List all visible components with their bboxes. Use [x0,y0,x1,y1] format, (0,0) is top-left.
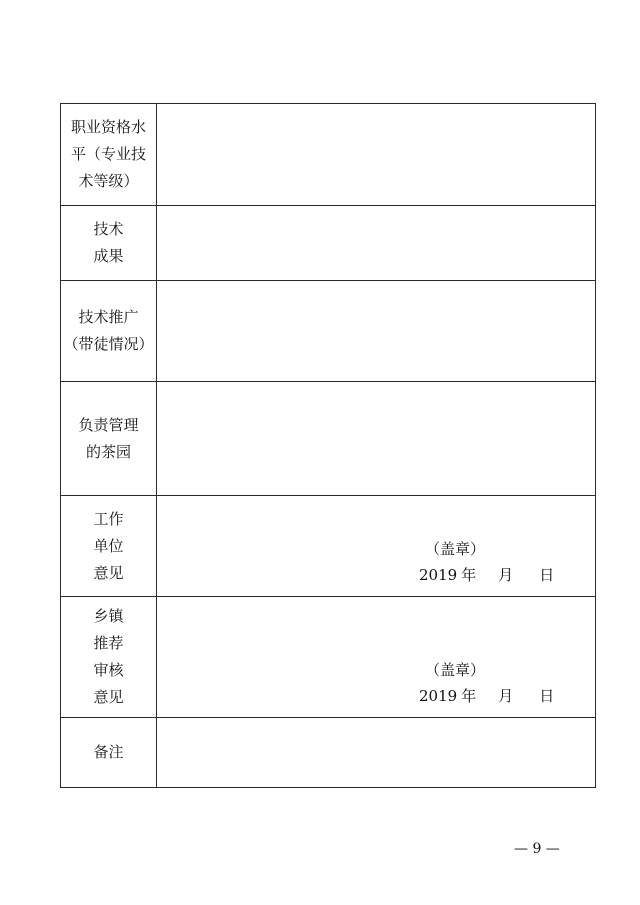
township-opinion-label [61,597,157,718]
label-line: 意见 [93,688,124,706]
label-line: 工作 [93,509,124,528]
label-line: 审核 [93,661,124,679]
date-month-unit: 月 [498,566,514,584]
date-line [419,683,554,709]
date-day-unit: 日 [539,687,555,705]
row-achievements [61,206,596,281]
label-line: 职业资格水 [70,118,146,136]
label-line: 成果 [93,247,124,265]
date-year: 2019 [419,687,458,705]
row-tea-garden [61,382,596,496]
achievements-field[interactable] [157,206,596,281]
remarks-label [61,718,157,788]
label-line: 单位 [93,536,124,555]
row-remarks [61,718,596,788]
promotion-label [61,281,157,382]
tea-garden-label [61,382,157,496]
seal-block [419,657,554,709]
label-line: 平（专业技 [70,145,146,163]
seal-text: （盖章） [425,661,486,679]
label-line: 术等级） [78,172,139,190]
label-line: 意见 [93,563,124,582]
label-line: （带徒情况） [63,335,154,353]
date-month-unit: 月 [498,687,514,705]
form-table [60,103,596,788]
label-line: 技术推广 [78,308,139,326]
date-line [419,562,554,588]
page-number: — 9 — [514,841,560,857]
qualification-label [61,104,157,206]
township-opinion-field[interactable] [157,597,596,718]
remarks-field[interactable] [157,718,596,788]
date-year-unit: 年 [461,687,477,705]
seal-block [419,536,554,588]
seal-text: （盖章） [425,540,486,558]
label-line: 负责管理 [78,415,139,434]
employer-opinion-field[interactable] [157,496,596,597]
employer-opinion-label [61,496,157,597]
row-township-opinion [61,597,596,718]
row-employer-opinion [61,496,596,597]
label-line: 推荐 [93,634,124,652]
date-year-unit: 年 [461,566,477,584]
promotion-field[interactable] [157,281,596,382]
label-line: 的茶园 [85,442,131,461]
row-promotion [61,281,596,382]
label-line: 乡镇 [93,607,124,625]
tea-garden-field[interactable] [157,382,596,496]
row-qualification [61,104,596,206]
qualification-field[interactable] [157,104,596,206]
date-day-unit: 日 [539,566,555,584]
achievements-label [61,206,157,281]
date-year: 2019 [419,566,458,584]
label-line: 技术 [93,220,124,238]
label-line: 备注 [93,743,124,761]
